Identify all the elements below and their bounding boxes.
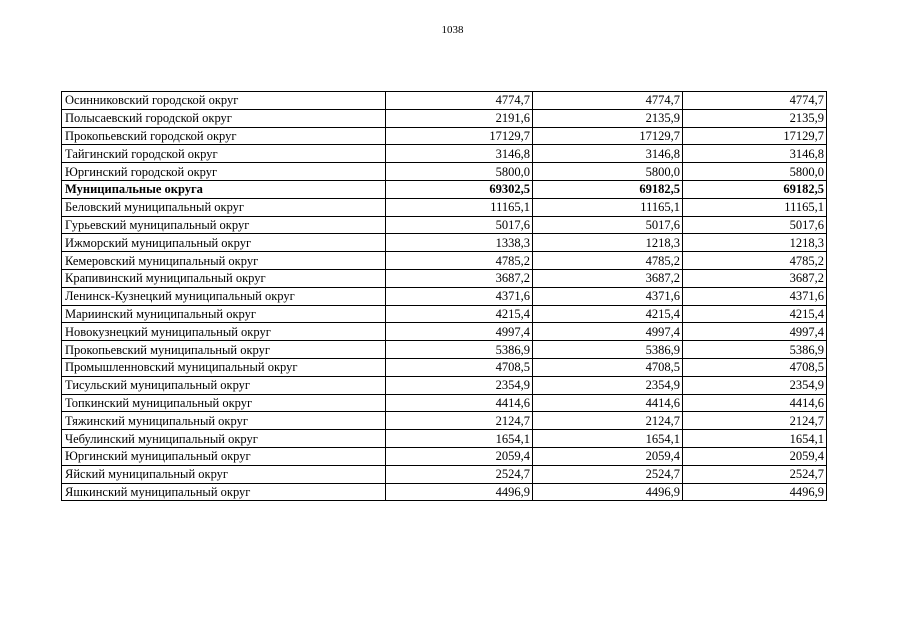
- row-value-2-cell: 3146,8: [533, 145, 683, 163]
- table-row: [62, 447, 827, 465]
- table-row: [62, 412, 827, 430]
- row-value-3-cell: 69182,5: [683, 180, 827, 198]
- row-value-3-cell: 4371,6: [683, 287, 827, 305]
- row-value-3-cell: 2124,7: [683, 412, 827, 430]
- table-row: [62, 92, 827, 110]
- table-body: [62, 92, 827, 501]
- row-value-3-cell: 4496,9: [683, 483, 827, 501]
- row-value-1-cell: 4371,6: [386, 287, 533, 305]
- row-value-2-cell: 5386,9: [533, 341, 683, 359]
- table-row: [62, 269, 827, 287]
- row-value-1-cell: 1338,3: [386, 234, 533, 252]
- row-name-cell: Осинниковский городской округ: [62, 92, 386, 110]
- row-name-cell: Яйский муниципальный округ: [62, 465, 386, 483]
- row-value-2-cell: 1218,3: [533, 234, 683, 252]
- table-row: [62, 234, 827, 252]
- table-row: [62, 358, 827, 376]
- row-value-2-cell: 1654,1: [533, 430, 683, 448]
- table-row: [62, 323, 827, 341]
- row-value-3-cell: 3146,8: [683, 145, 827, 163]
- row-value-2-cell: 4215,4: [533, 305, 683, 323]
- row-value-2-cell: 4496,9: [533, 483, 683, 501]
- row-value-1-cell: 69302,5: [386, 180, 533, 198]
- row-name-cell: Яшкинский муниципальный округ: [62, 483, 386, 501]
- table-row: [62, 341, 827, 359]
- row-value-2-cell: 69182,5: [533, 180, 683, 198]
- row-name-cell: Тисульский муниципальный округ: [62, 376, 386, 394]
- row-name-cell: Промышленновский муниципальный округ: [62, 358, 386, 376]
- row-name-cell: Полысаевский городской округ: [62, 109, 386, 127]
- row-value-2-cell: 4785,2: [533, 252, 683, 270]
- row-name-cell: Новокузнецкий муниципальный округ: [62, 323, 386, 341]
- table-row: [62, 287, 827, 305]
- table-row: [62, 465, 827, 483]
- row-value-2-cell: 5800,0: [533, 163, 683, 181]
- row-value-3-cell: 4215,4: [683, 305, 827, 323]
- row-value-2-cell: 17129,7: [533, 127, 683, 145]
- table-row: [62, 483, 827, 501]
- row-name-cell: Юргинский муниципальный округ: [62, 447, 386, 465]
- row-value-2-cell: 3687,2: [533, 269, 683, 287]
- table-row: [62, 394, 827, 412]
- row-value-1-cell: 4774,7: [386, 92, 533, 110]
- row-value-3-cell: 2135,9: [683, 109, 827, 127]
- row-value-1-cell: 3687,2: [386, 269, 533, 287]
- row-value-3-cell: 4414,6: [683, 394, 827, 412]
- row-name-cell: Гурьевский муниципальный округ: [62, 216, 386, 234]
- table-row-subtotal: [62, 180, 827, 198]
- row-value-1-cell: 2059,4: [386, 447, 533, 465]
- row-name-cell: Беловский муниципальный округ: [62, 198, 386, 216]
- row-value-2-cell: 4371,6: [533, 287, 683, 305]
- row-value-1-cell: 1654,1: [386, 430, 533, 448]
- row-value-2-cell: 2135,9: [533, 109, 683, 127]
- row-value-1-cell: 2354,9: [386, 376, 533, 394]
- row-value-1-cell: 4997,4: [386, 323, 533, 341]
- row-name-cell: Топкинский муниципальный округ: [62, 394, 386, 412]
- row-value-3-cell: 11165,1: [683, 198, 827, 216]
- budget-table: [61, 91, 827, 501]
- row-value-1-cell: 2524,7: [386, 465, 533, 483]
- row-name-cell: Крапивинский муниципальный округ: [62, 269, 386, 287]
- row-value-2-cell: 4414,6: [533, 394, 683, 412]
- row-value-2-cell: 2354,9: [533, 376, 683, 394]
- row-value-1-cell: 5386,9: [386, 341, 533, 359]
- row-value-1-cell: 4414,6: [386, 394, 533, 412]
- row-value-1-cell: 4496,9: [386, 483, 533, 501]
- row-value-3-cell: 5017,6: [683, 216, 827, 234]
- row-value-2-cell: 2524,7: [533, 465, 683, 483]
- row-value-2-cell: 2059,4: [533, 447, 683, 465]
- table-row: [62, 198, 827, 216]
- row-value-3-cell: 2524,7: [683, 465, 827, 483]
- row-value-1-cell: 2191,6: [386, 109, 533, 127]
- row-name-cell: Прокопьевский муниципальный округ: [62, 341, 386, 359]
- table-row: [62, 163, 827, 181]
- row-name-cell: Кемеровский муниципальный округ: [62, 252, 386, 270]
- page-number: 1038: [441, 24, 464, 36]
- row-name-cell: Тайгинский городской округ: [62, 145, 386, 163]
- table-row: [62, 109, 827, 127]
- row-name-cell: Ижморский муниципальный округ: [62, 234, 386, 252]
- row-value-2-cell: 5017,6: [533, 216, 683, 234]
- row-value-1-cell: 4785,2: [386, 252, 533, 270]
- row-value-3-cell: 4774,7: [683, 92, 827, 110]
- table-row: [62, 127, 827, 145]
- row-name-cell: Юргинский городской округ: [62, 163, 386, 181]
- row-value-3-cell: 1654,1: [683, 430, 827, 448]
- table-row: [62, 252, 827, 270]
- row-value-1-cell: 4708,5: [386, 358, 533, 376]
- row-value-3-cell: 17129,7: [683, 127, 827, 145]
- row-value-3-cell: 1218,3: [683, 234, 827, 252]
- row-name-cell: Прокопьевский городской округ: [62, 127, 386, 145]
- table-row: [62, 376, 827, 394]
- table-row: [62, 305, 827, 323]
- row-value-1-cell: 5017,6: [386, 216, 533, 234]
- row-value-3-cell: 4785,2: [683, 252, 827, 270]
- row-value-1-cell: 17129,7: [386, 127, 533, 145]
- row-value-3-cell: 5800,0: [683, 163, 827, 181]
- row-value-3-cell: 5386,9: [683, 341, 827, 359]
- row-value-3-cell: 2354,9: [683, 376, 827, 394]
- row-value-2-cell: 4774,7: [533, 92, 683, 110]
- row-name-cell: Чебулинский муниципальный округ: [62, 430, 386, 448]
- row-name-cell: Мариинский муниципальный округ: [62, 305, 386, 323]
- row-value-2-cell: 4997,4: [533, 323, 683, 341]
- row-value-1-cell: 11165,1: [386, 198, 533, 216]
- row-name-cell: Тяжинский муниципальный округ: [62, 412, 386, 430]
- row-name-cell: Муниципальные округа: [62, 180, 386, 198]
- table-row: [62, 430, 827, 448]
- row-value-2-cell: 2124,7: [533, 412, 683, 430]
- row-value-1-cell: 2124,7: [386, 412, 533, 430]
- row-value-3-cell: 3687,2: [683, 269, 827, 287]
- row-name-cell: Ленинск-Кузнецкий муниципальный округ: [62, 287, 386, 305]
- row-value-3-cell: 4708,5: [683, 358, 827, 376]
- row-value-2-cell: 4708,5: [533, 358, 683, 376]
- table-row: [62, 145, 827, 163]
- row-value-3-cell: 4997,4: [683, 323, 827, 341]
- row-value-3-cell: 2059,4: [683, 447, 827, 465]
- row-value-1-cell: 3146,8: [386, 145, 533, 163]
- row-value-1-cell: 5800,0: [386, 163, 533, 181]
- row-value-2-cell: 11165,1: [533, 198, 683, 216]
- row-value-1-cell: 4215,4: [386, 305, 533, 323]
- table-row: [62, 216, 827, 234]
